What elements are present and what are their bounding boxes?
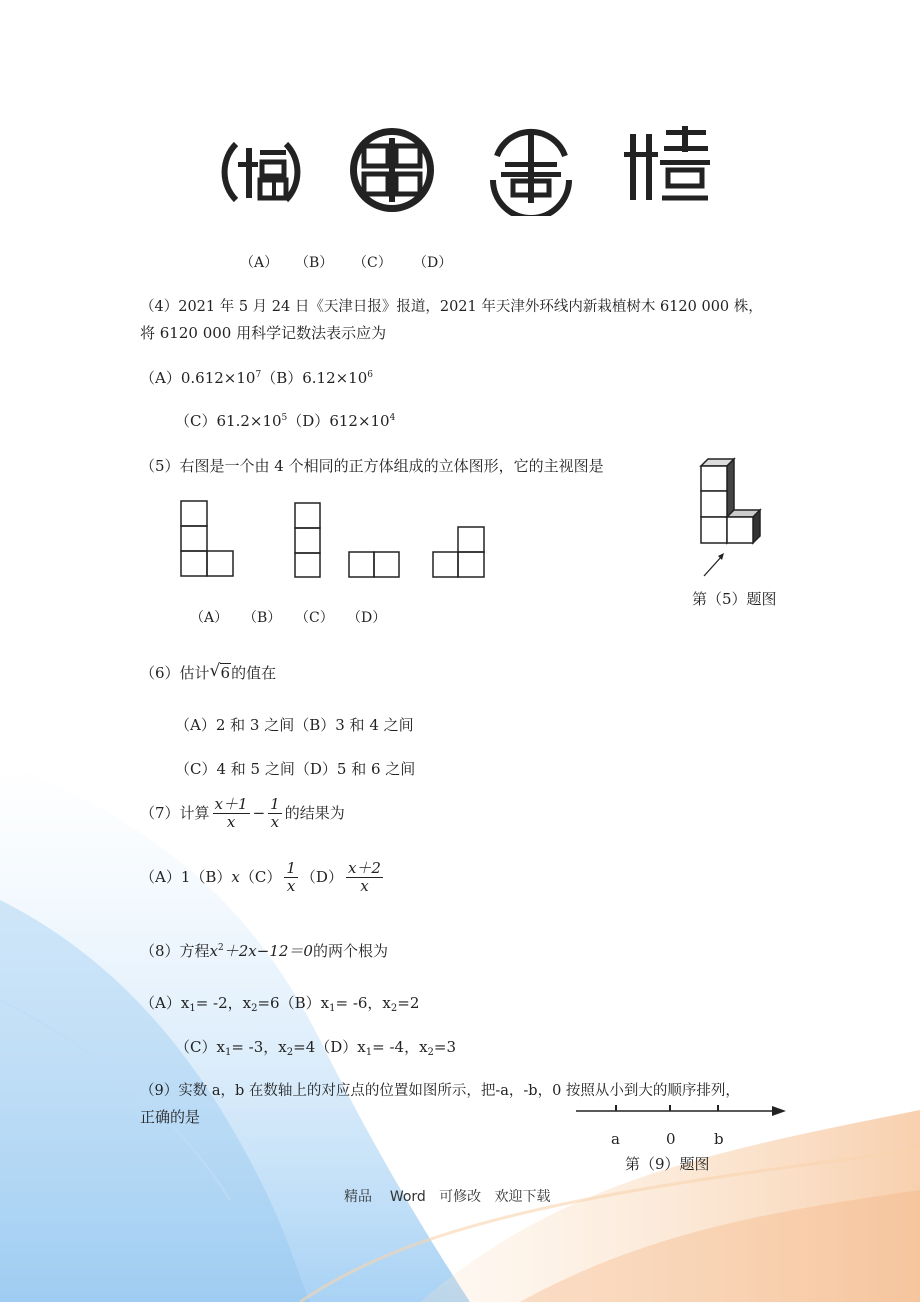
seal-option-c: （C） — [353, 255, 392, 271]
fu-seal-icon — [216, 128, 306, 216]
q6-options-ab: （A）2 和 3 之间（B）3 和 4 之间 — [175, 716, 414, 734]
q8-options-cd: $(C)x_1= -3$，$x_2=4(D)x_1= -4$，$x_2=3$ — [175, 1038, 457, 1058]
q4-line1: （4）2021 年 5 月 24 日《天津日报》报道，2021 年天津外环线内新栽植树木 6120 000 株， — [140, 299, 763, 315]
q5-cube-stack-figure — [696, 454, 766, 580]
q5-figure-caption: 第（5）题图 — [692, 590, 777, 608]
q9-line1: （9）实数 a，b 在数轴上的对应点的位置如图所示，把-a，-b，0 按照从小到大的顺序排列， — [140, 1083, 740, 1099]
q9-figure-caption: 第（9）题图 — [625, 1155, 710, 1173]
q5-question: （5）右图是一个由 4 个相同的正方体组成的立体图形，它的主视图是 — [140, 457, 604, 475]
q5-option-c: （C） — [295, 610, 334, 626]
seal-option-a: （A） — [240, 255, 279, 271]
sqrt-icon: √ 6 — [209, 661, 231, 682]
lu-seal-icon — [346, 124, 438, 216]
q9-number-line-figure — [572, 1100, 788, 1122]
q7-question: （7）计算 $\frac{x+1}{x}$ − $\frac{1}{x}$ 的结果为 — [140, 795, 345, 832]
q9-axis-label-b: b — [714, 1130, 724, 1148]
q7-fraction-2: $\frac{1}{x}$ — [270, 795, 280, 832]
q6-question: （6）估计 √ 6的值在 — [140, 661, 277, 682]
q5-view-c-figure — [346, 549, 404, 581]
q9-axis-label-a: a — [611, 1130, 620, 1148]
q9-axis-label-0: 0 — [666, 1130, 676, 1148]
q5-view-b-figure — [292, 500, 324, 580]
q6-options-cd: （C）4 和 5 之间（D）5 和 6 之间 — [175, 760, 416, 778]
seal-option-d: （D） — [413, 255, 453, 271]
q8-question: （8）方程$x^2+2x-12=0$的两个根为 — [140, 942, 388, 960]
q5-option-a: （A） — [190, 610, 229, 626]
q4-options-ab: $(A)0.612\times 10^7(B)6.12\times 10^6$ — [140, 369, 374, 387]
q5-view-d-figure — [430, 524, 490, 580]
q4-line2: 将 6120 000 用科学记数法表示应为 — [140, 324, 387, 342]
q8-options-ab: $(A)x_1= -2$，$x_2=6(B)x_1= -6$，$x_2=2$ — [140, 994, 420, 1014]
shou-seal-icon — [483, 126, 579, 216]
q4-options-cd: $(C)61.2\times 10^5(D)612\times 10^4$ — [175, 412, 396, 430]
q5-option-d: （D） — [347, 610, 387, 626]
seal-option-b: （B） — [295, 255, 334, 271]
footer-note: 精品 Word 可修改 欢迎下载 — [344, 1189, 551, 1205]
q5-view-a-figure — [178, 498, 238, 580]
q5-option-b: （B） — [243, 610, 282, 626]
q7-options: （A）1（B）x（C） $\frac{1}{x}$ （D） $\frac{x+2}{x}$ — [140, 859, 381, 896]
q9-line2: 正确的是 — [140, 1108, 201, 1126]
q7-fraction-1: $\frac{x+1}{x}$ — [214, 795, 248, 832]
xi-seal-icon — [620, 124, 712, 208]
